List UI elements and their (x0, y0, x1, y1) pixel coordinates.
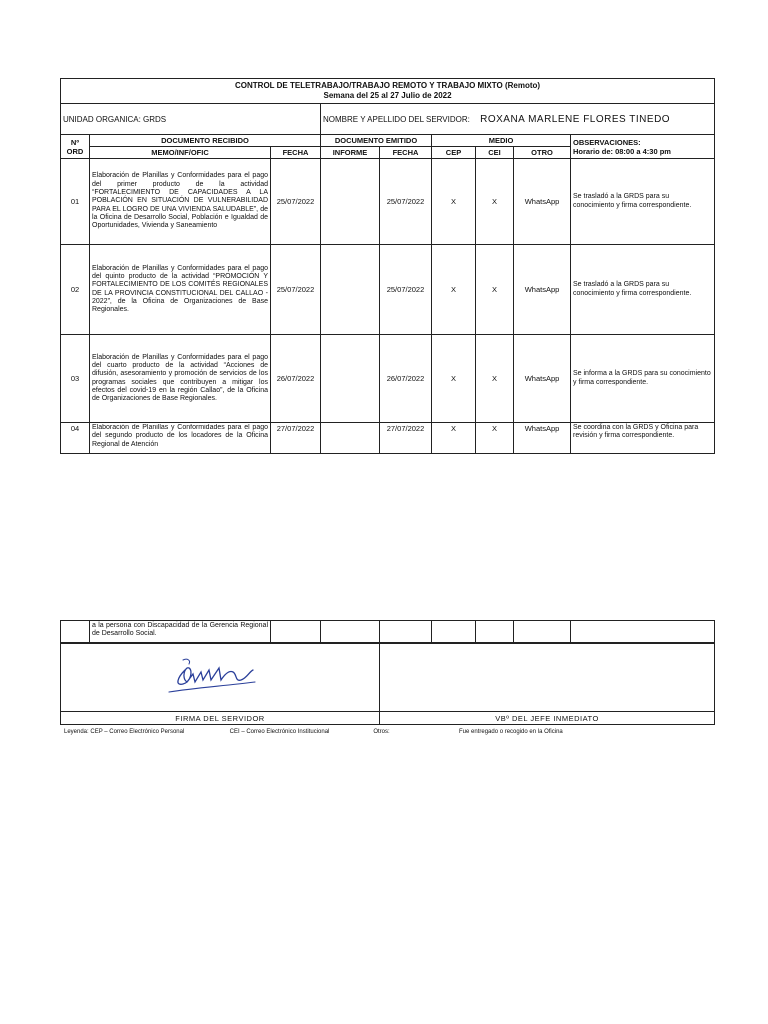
row-cei: X (476, 245, 514, 335)
row-desc: Elaboración de Planillas y Conformidades para el pago del quinto producto de la actividad “PROMOCIÓN Y FORTALECIMIENTO DE LOS COMITÉS REGIONALES DE LA PROVINCIA CONSTITUCIONAL DEL CALLAO - 2022”, de la Oficina de Organizaciones de Base Regionales. (90, 245, 271, 335)
unit-label: UNIDAD ORGANICA: GRDS (61, 104, 321, 135)
server-label: NOMBRE Y APELLIDO DEL SERVIDOR: (323, 114, 470, 124)
table-row (61, 621, 715, 643)
row-fecha: 25/07/2022 (271, 245, 321, 335)
row-nro: 01 (61, 159, 90, 245)
signature-servidor-box (61, 644, 380, 712)
col-nro: Nº ORD (61, 135, 90, 159)
row-informe (321, 423, 380, 454)
horario-label: Horario de: 08:00 a 4:30 pm (573, 146, 671, 156)
row-otro: WhatsApp (514, 335, 571, 423)
server-cell (321, 104, 715, 135)
signature-servidor-label: FIRMA DEL SERVIDOR (61, 712, 380, 725)
col-doc-emitido: DOCUMENTO EMITIDO (321, 135, 432, 147)
continuation-table (60, 620, 715, 643)
row-desc-text: Elaboración de Planillas y Conformidades para el pago del segundo producto de los locadores de la Oficina Regional de Atención (92, 424, 268, 448)
row-cei: X (476, 159, 514, 245)
row-desc: Elaboración de Planillas y Conformidades para el pago del primer producto de la actividad “FORTALECIMIENTO DE CAPACIDADES A LA POBLACIÓN EN SITUACIÓN DE VULNERABILIDAD PARA EL LOGRO DE UNA VIVIENDA SALUDABLE”, de la Oficina de Desarrollo Social, Población e Igualdad de Oportunidades, Vivienda y Saneamiento (90, 159, 271, 245)
row-obs: Se coordina con la GRDS y Oficina para revisión y firma correspondiente. (571, 423, 715, 454)
col-doc-recibido: DOCUMENTO RECIBIDO (90, 135, 321, 147)
report-table (60, 78, 715, 454)
report-title: CONTROL DE TELETRABAJO/TRABAJO REMOTO Y TRABAJO MIXTO (Remoto) (235, 81, 541, 90)
cont-cep (432, 621, 476, 643)
observaciones-label: OBSERVACIONES: (573, 137, 641, 147)
legend-cep: Leyenda: CEP – Correo Electrónico Personal (64, 729, 185, 735)
col-fecha2: FECHA (380, 147, 432, 159)
cont-desc: a la persona con Discapacidad de la Gerencia Regional de Desarrollo Social. (90, 621, 271, 643)
row-cei: X (476, 335, 514, 423)
table-row (61, 159, 715, 245)
row-cep: X (432, 245, 476, 335)
legend (64, 729, 563, 735)
row-obs: Se informa a la GRDS para su conocimiento y firma correspondiente. (571, 335, 715, 423)
row-desc: Elaboración de Planillas y Conformidades para el pago del cuarto producto de la actividad “Acciones de difusión, asesoramiento y promoción de servicios de los programas sociales que contribuyen a mitigar los efectos del covid-19 en la región Callao”, de la Oficina de Organizaciones de Base Regionales. (90, 335, 271, 423)
cont-otro (514, 621, 571, 643)
row-cep: X (432, 159, 476, 245)
row-obs: Se trasladó a la GRDS para su conocimiento y firma correspondiente. (571, 159, 715, 245)
col-fecha: FECHA (271, 147, 321, 159)
row-cei: X (476, 423, 514, 454)
col-cei: CEI (476, 147, 514, 159)
row-fecha2: 26/07/2022 (380, 335, 432, 423)
table-row (61, 335, 715, 423)
legend-otros: Otros: (373, 729, 390, 735)
row-cep: X (432, 335, 476, 423)
row-nro: 02 (61, 245, 90, 335)
cont-nro (61, 621, 90, 643)
row-fecha2: 25/07/2022 (380, 159, 432, 245)
row-fecha: 27/07/2022 (271, 423, 321, 454)
row-fecha2: 25/07/2022 (380, 245, 432, 335)
row-otro: WhatsApp (514, 423, 571, 454)
row-fecha: 25/07/2022 (271, 159, 321, 245)
row-informe (321, 159, 380, 245)
cont-cei (476, 621, 514, 643)
server-name: ROXANA MARLENE FLORES TINEDO (480, 113, 671, 125)
report-table-container (60, 78, 714, 454)
signature-jefe-label: VBº DEL JEFE INMEDIATO (380, 712, 715, 725)
continuation-container (60, 620, 714, 725)
cont-obs (571, 621, 715, 643)
table-row (61, 245, 715, 335)
row-fecha2: 27/07/2022 (380, 423, 432, 454)
row-cep: X (432, 423, 476, 454)
legend-note: Fue entregado o recogido en la Oficina (459, 729, 563, 735)
signature-jefe-box (380, 644, 715, 712)
row-desc (90, 423, 271, 454)
cont-fecha (271, 621, 321, 643)
cont-informe (321, 621, 380, 643)
table-row (61, 423, 715, 454)
row-otro: WhatsApp (514, 245, 571, 335)
row-fecha: 26/07/2022 (271, 335, 321, 423)
row-informe (321, 335, 380, 423)
signature-drawing (163, 648, 273, 698)
col-otro: OTRO (514, 147, 571, 159)
col-observaciones (571, 135, 715, 159)
signature-table (60, 643, 715, 725)
report-header (61, 79, 715, 104)
col-memo: MEMO/INF/OFIC (90, 147, 271, 159)
row-nro: 04 (61, 423, 90, 454)
row-nro: 03 (61, 335, 90, 423)
col-cep: CEP (432, 147, 476, 159)
row-obs: Se trasladó a la GRDS para su conocimiento y firma correspondiente. (571, 245, 715, 335)
row-otro: WhatsApp (514, 159, 571, 245)
col-informe: INFORME (321, 147, 380, 159)
cont-fecha2 (380, 621, 432, 643)
row-informe (321, 245, 380, 335)
legend-cei: CEI – Correo Electrónico Institucional (229, 729, 330, 735)
report-subtitle: Semana del 25 al 27 Julio de 2022 (323, 91, 452, 100)
col-medio: MEDIO (432, 135, 571, 147)
